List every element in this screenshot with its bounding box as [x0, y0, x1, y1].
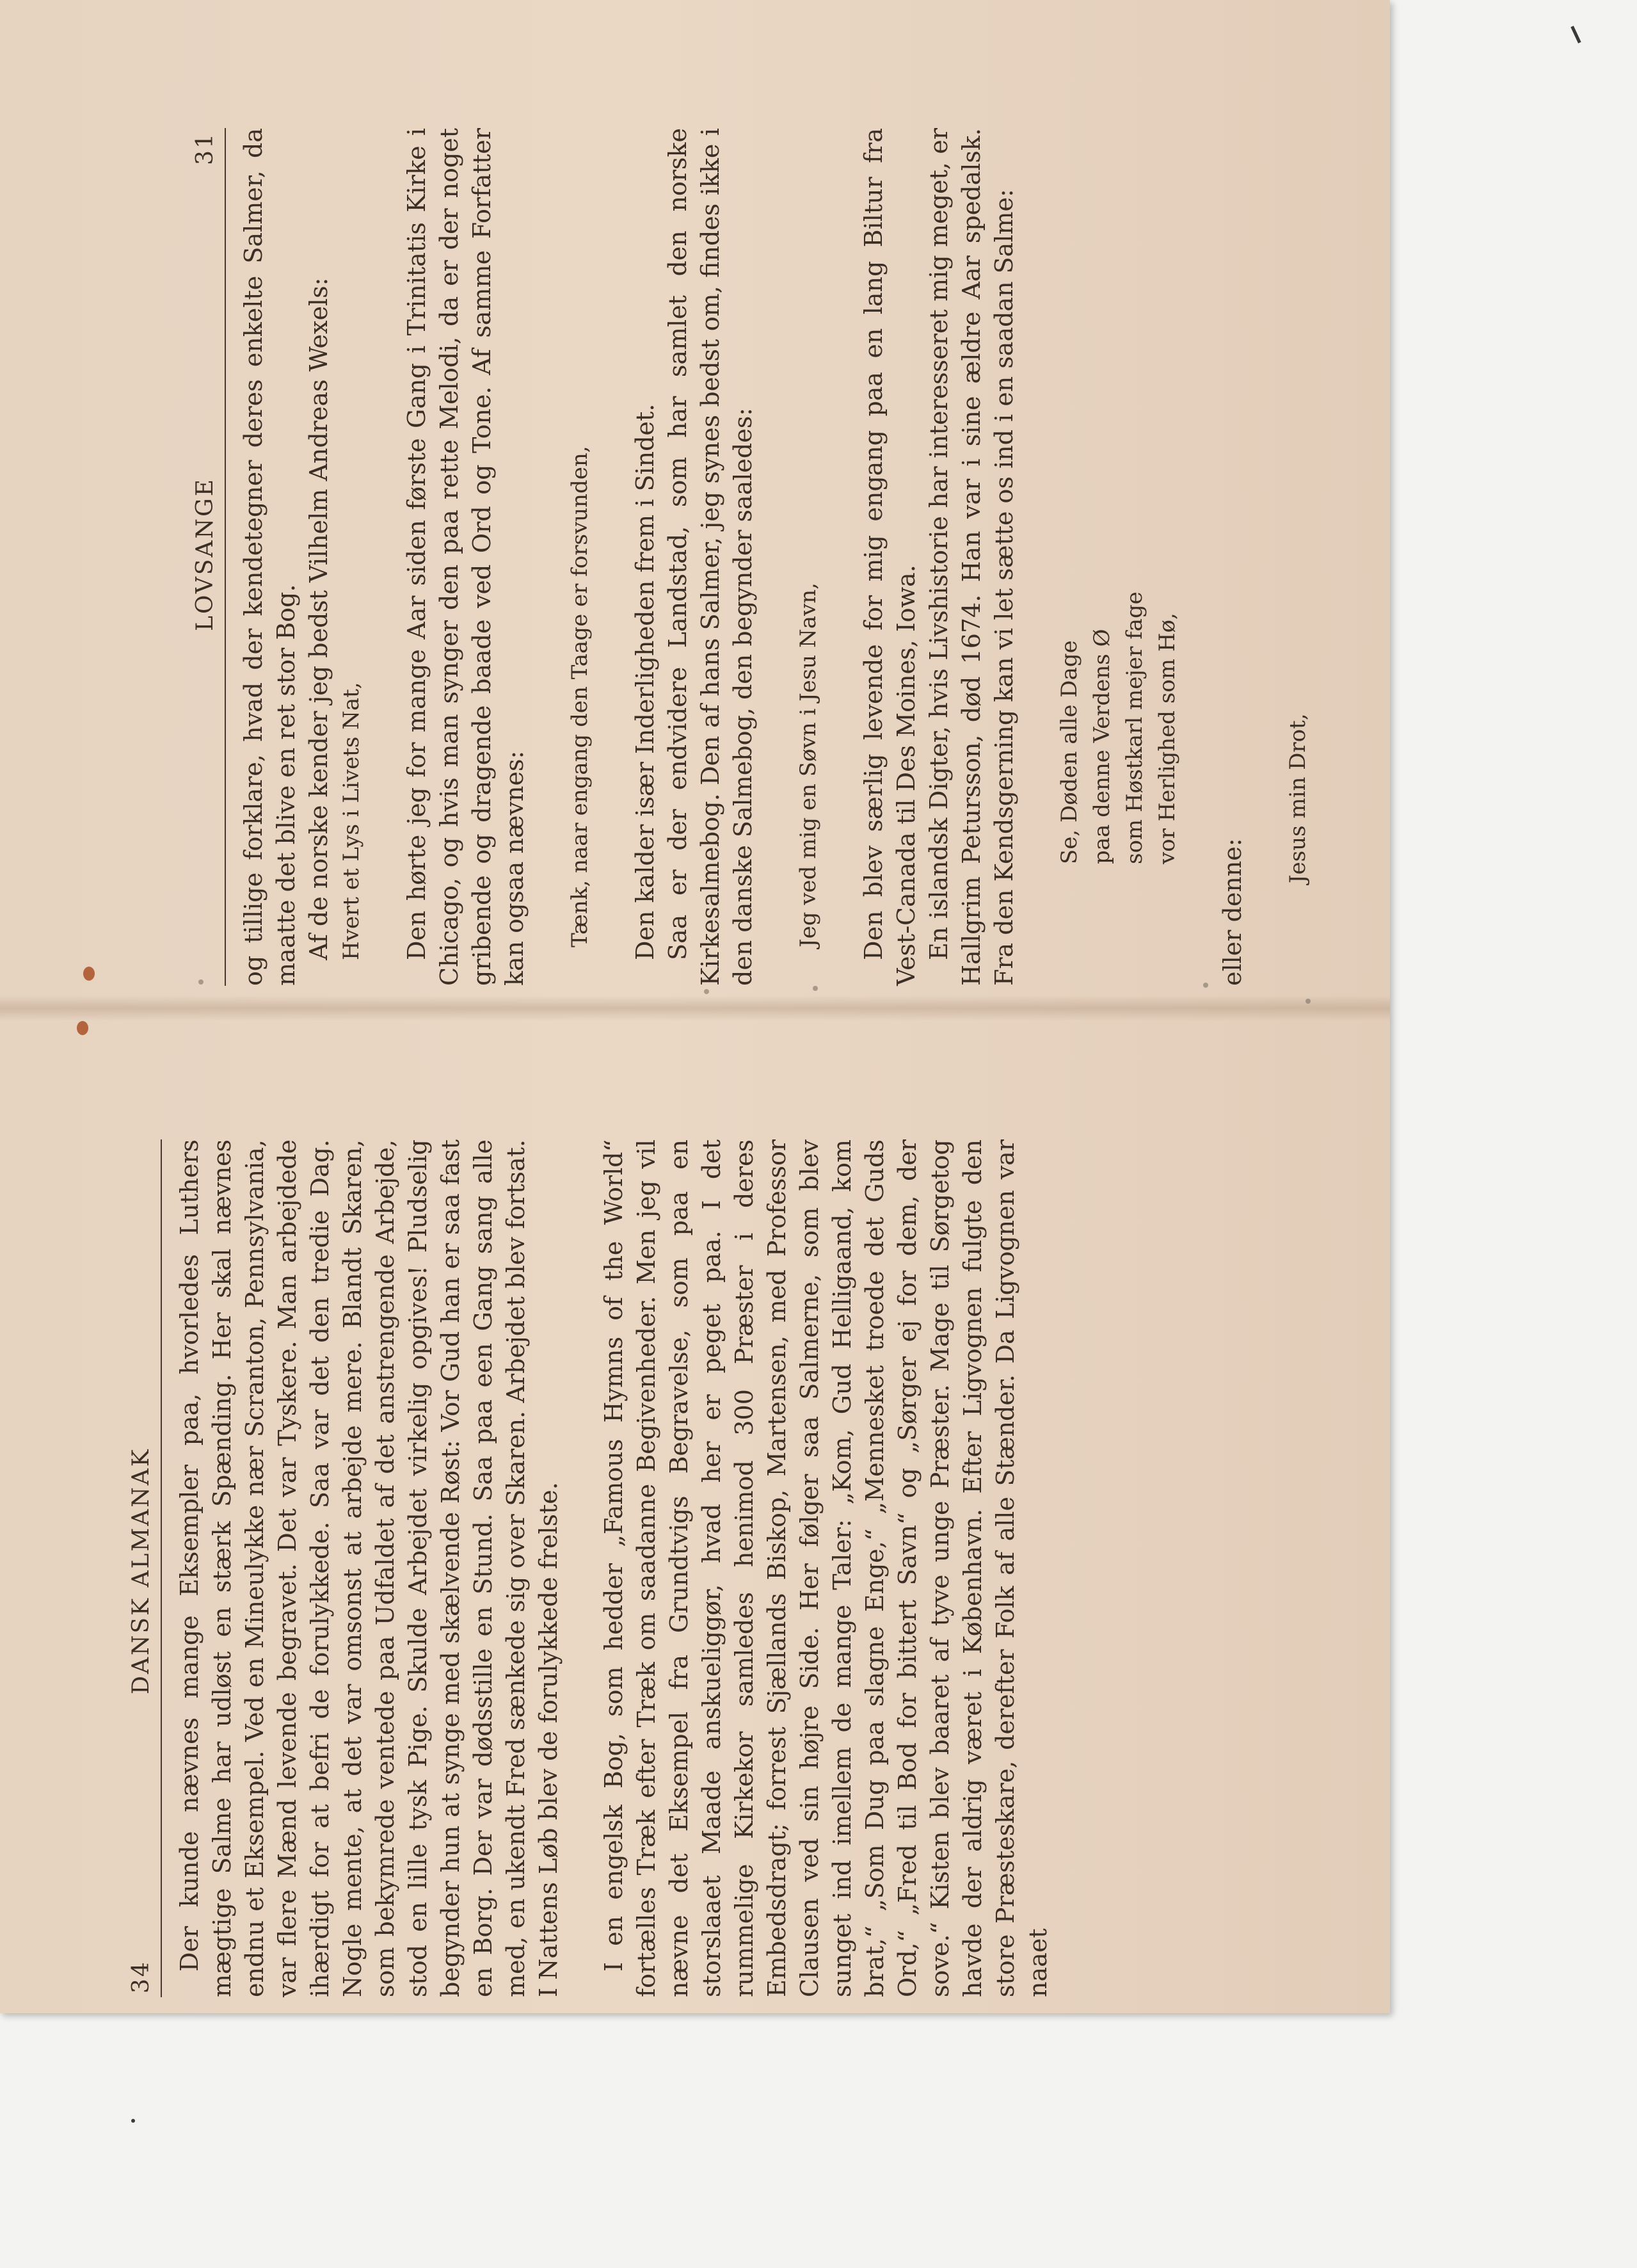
hymn-quote: Tænk, naar engang den Taage er forsvunden,: [567, 446, 593, 947]
paragraph: Saa er der endvidere Landstad, som har samlet den norske Kirkesalmebog. Den af hans Salmer, jeg synes bedst om, findes ikke i den danske Salmebog, den begynder saaledes:: [664, 128, 757, 986]
staple-top: [83, 967, 95, 981]
paragraph: Den hørte jeg for mange Aar siden første Gang i Trinitatis Kirke i Chicago, og hvis man synger den paa rette Melodi, da er der noget gribende og dragende baade ved Ord og Tone. Af samme Forfatter kan ogsaa nævnes:: [403, 128, 529, 986]
verse-line: Se, Døden alle Dage: [1057, 640, 1082, 864]
page-number: 31: [192, 132, 218, 165]
pin-hole: [1306, 999, 1311, 1004]
pin-hole: [704, 989, 709, 994]
paragraph: og tillige forklare, hvad der kendetegner deres enkelte Salmer, da maatte det blive en ret stor Bog.: [239, 128, 300, 986]
paragraph: Der kunde nævnes mange Eksempler paa, hvorledes Luthers mægtige Salme har udløst en stærk Spænding. Her skal nævnes endnu et Eksempel. Ved en Mineulykke nær Scranton, Pennsylvania, var flere Mænd levende begravet. Det var Tyskere. Man arbejdede ihærdigt for at befri de forulykkede. Saa var det den tredie Dag. Nogle mente, at det var omsonst at arbejde mere. Blandt Skaren, som bekymrede ventede paa Udfaldet af det anstrengende Arbejde, stod en lille tysk Pige. Skulde Arbejdet virkelig opgives! Pludselig begynder hun at synge med skælvende Røst: Vor Gud han er saa fast en Borg. Der var dødsstille en Stund. Saa paa een Gang sang alle med, en ukendt Fred sænkede sig over Skaren. Arbejdet blev fortsat. I Nattens Løb blev de forulykkede frelste.: [175, 1139, 563, 1997]
running-head: DANSK ALMANAK: [128, 1447, 154, 1694]
verse-line: paa denne Verdens Ø: [1089, 629, 1115, 864]
staple-bottom: [77, 1021, 88, 1035]
paragraph: En islandsk Digter, hvis Livshistorie har interesseret mig meget, er Hallgrim Petursson, død 1674. Han var i sine ældre Aar spedalsk. Fra den Kendsgerning kan vi let sætte os ind i en saadan Salme:: [925, 128, 1018, 986]
page-header: [192, 128, 226, 986]
verse-line: som Høstkarl mejer fage: [1122, 591, 1147, 864]
dust-mark: [131, 2119, 135, 2123]
running-head: LOVSANGE: [192, 477, 218, 631]
pin-hole: [813, 986, 818, 991]
page-number: 34: [128, 1960, 154, 1993]
page-body: [173, 1139, 1055, 1997]
paragraph: Af de norske kender jeg bedst Vilhelm Andreas Wexels:: [305, 277, 333, 960]
hymn-quote: Hvert et Lys i Livets Nat,: [339, 682, 364, 960]
verse-line: vor Herlighed som Hø,: [1154, 613, 1180, 864]
paragraph: I en engelsk Bog, som hedder „Famous Hymns of the World“ fortælles Træk efter Træk om saadanne Begivenheder. Men jeg vil nævne det Eksempel fra Grundtvigs Begravelse, som paa en storslaaet Maade anskueliggør, hvad her er peget paa. I det rummelige Kirkekor samledes henimod 300 Præster i deres Embedsdragt; forrest Sjællands Biskop, Martensen, med Professor Clausen ved sin højre Side. Her følger saa Salmerne, som blev sunget ind imellem de mange Taler: „Kom, Gud Helligaand, kom brat,“ „Som Dug paa slagne Enge,“ „Mennesket troede det Guds Ord,“ „Fred til Bod for bittert Savn“ og „Sørger ej for dem, der sove.“ Kisten blev baaret af tyve unge Præster. Mage til Sørgetog havde der aldrig været i København. Efter Ligvognen fulgte den store Præsteskare, derefter Folk af alle Stænder. Da Ligvognen var naaet: [600, 1139, 1052, 1997]
hymn-quote: Jesus min Drot,: [1285, 713, 1311, 883]
page-header: [128, 1139, 162, 1997]
page-34: [128, 1139, 1055, 1997]
page-31: [192, 128, 1314, 986]
page-body: [237, 128, 1314, 986]
paragraph: Den blev særlig levende for mig engang paa en lang Biltur fra Vest-Canada til Des Moines, Iowa.: [859, 128, 920, 986]
hymn-quote: Jeg ved mig en Søvn i Jesu Navn,: [795, 583, 821, 947]
paragraph: eller denne:: [1218, 838, 1247, 986]
paragraph: Den kalder især Inderligheden frem i Sindet.: [631, 403, 659, 960]
center-fold: [0, 995, 1390, 1021]
